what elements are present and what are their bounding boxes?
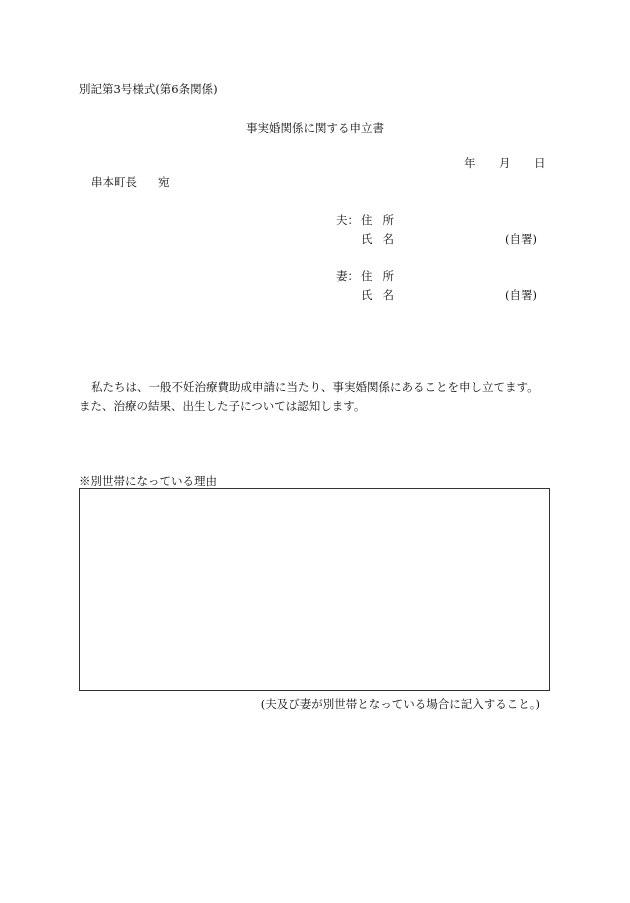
wife-name-label: 氏名 xyxy=(361,288,404,302)
date-month-label: 月 xyxy=(499,156,511,170)
reason-box[interactable] xyxy=(79,488,550,691)
addressee-name: 串本町長 xyxy=(91,175,137,189)
form-number: 別記第3号様式(第6条関係) xyxy=(79,82,218,96)
reason-heading: ※別世帯になっている理由 xyxy=(79,474,217,488)
husband-signature-note: (自署) xyxy=(505,232,537,246)
statement-line-2: また、治療の結果、出生した子については認知します。 xyxy=(79,399,366,413)
document-title: 事実婚関係に関する申立書 xyxy=(246,121,384,135)
husband-label: 夫： xyxy=(336,213,359,227)
reason-note: (夫及び妻が別世帯となっている場合に記入すること。) xyxy=(260,697,540,711)
wife-address-label: 住所 xyxy=(361,269,404,283)
wife-label: 妻： xyxy=(336,269,359,283)
wife-signature-note: (自署) xyxy=(505,288,537,302)
husband-address-label: 住所 xyxy=(361,213,404,227)
addressee-suffix: 宛 xyxy=(158,175,170,189)
date-day-label: 日 xyxy=(534,156,546,170)
husband-name-label: 氏名 xyxy=(361,232,404,246)
statement-line-1: 私たちは、一般不妊治療費助成申請に当たり、事実婚関係にあることを申し立てます。 xyxy=(91,380,539,394)
date-year-label: 年 xyxy=(464,156,476,170)
